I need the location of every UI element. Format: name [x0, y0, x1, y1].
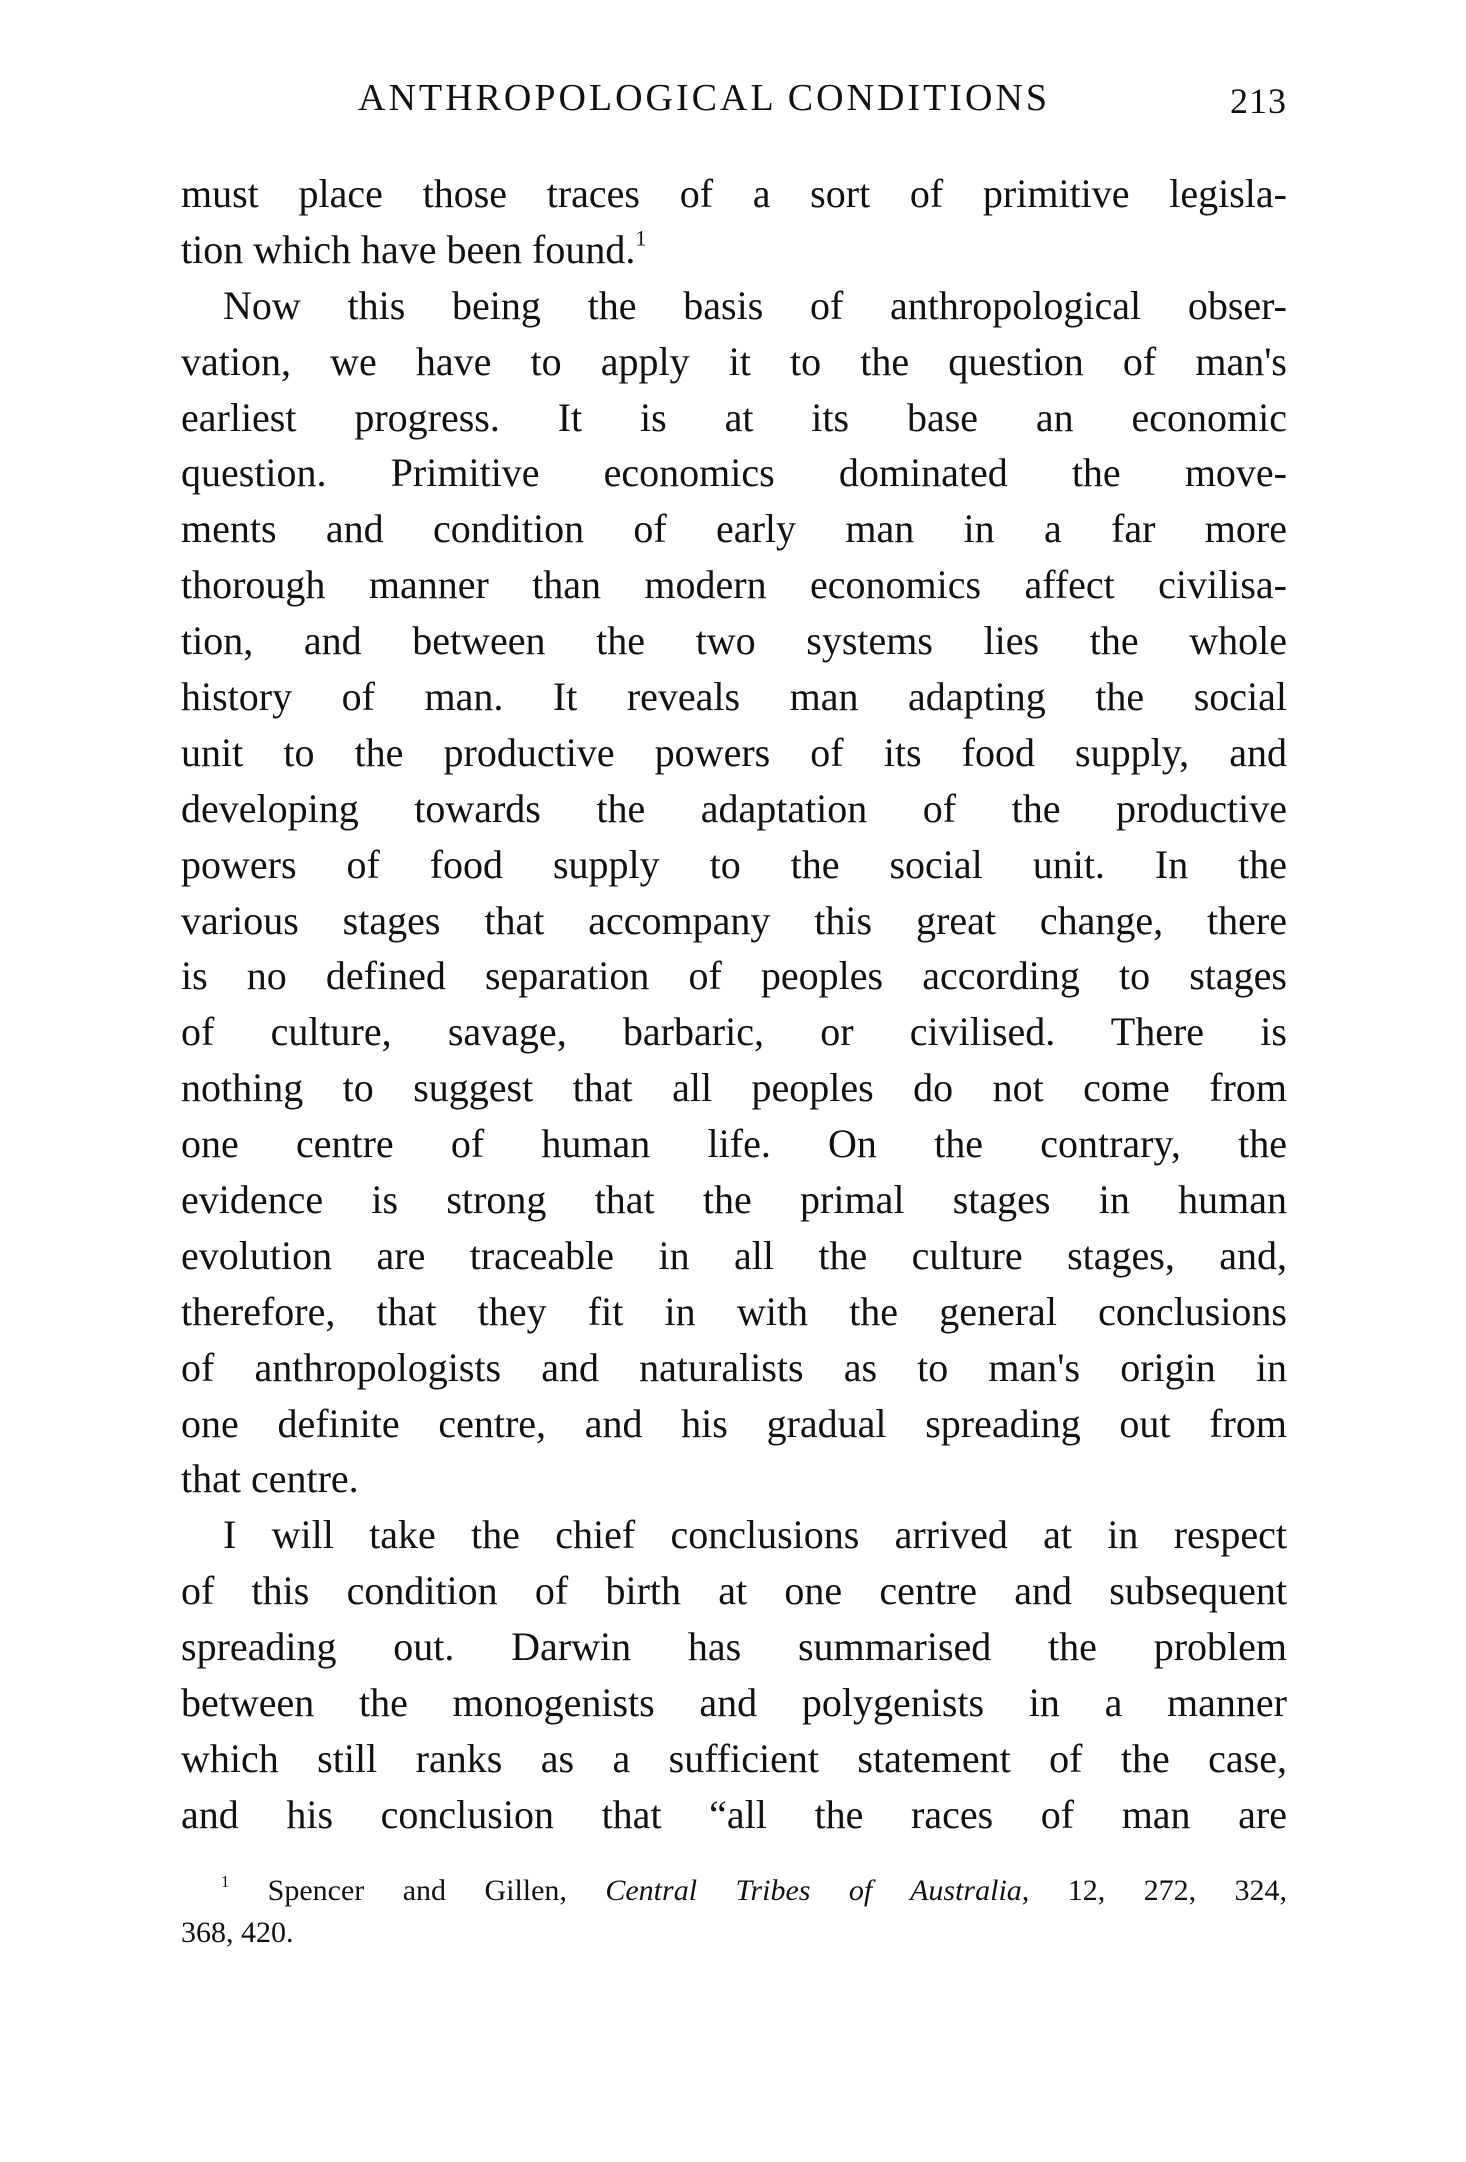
text-line [181, 445, 1287, 501]
text-line [181, 557, 1287, 613]
text-line-content: various stages that accompany this great change, there [181, 897, 1287, 943]
text-line-content: between the monogenists and polygenists in a manner [181, 1680, 1287, 1726]
text-line [181, 1004, 1287, 1060]
text-line-content: history of man. It reveals man adapting the social [181, 674, 1287, 720]
text-line-content: evolution are traceable in all the culture stages, and, [181, 1232, 1287, 1278]
text-line [181, 501, 1287, 557]
text-line [181, 334, 1287, 390]
text-line-content: of anthropologists and naturalists as to man's origin in [181, 1344, 1287, 1390]
text-line-content: nothing to suggest that all peoples do not come from [181, 1065, 1287, 1111]
text-line [181, 1228, 1287, 1284]
text-line [181, 1451, 1287, 1507]
footnote-pages: 12, 272, 324, [1067, 1874, 1288, 1907]
text-line [181, 725, 1287, 781]
text-line-content: and his conclusion that “all the races of man are [181, 1791, 1287, 1837]
text-line-content: one centre of human life. On the contrary, the [181, 1121, 1287, 1167]
text-line [181, 278, 1287, 334]
text-line [181, 1675, 1287, 1731]
text-line [181, 1172, 1287, 1228]
text-line [181, 893, 1287, 949]
text-line-content: tion, and between the two systems lies the whole [181, 618, 1287, 664]
text-line-content: which still ranks as a sufficient statement of the case, [181, 1735, 1287, 1781]
text-line-content: therefore, that they fit in with the general conclusions [181, 1288, 1287, 1334]
text-line-content: vation, we have to apply it to the question of man's [181, 338, 1287, 384]
text-line-content: must place those traces of a sort of primitive legisla- [181, 171, 1287, 216]
text-line [181, 1787, 1287, 1843]
footnote-marker: 1 [221, 1871, 230, 1891]
text-line [181, 222, 1287, 278]
text-line [181, 669, 1287, 725]
text-line [181, 166, 1287, 222]
text-line [181, 1116, 1287, 1172]
body-text [181, 166, 1287, 1843]
text-line-content: spreading out. Darwin has summarised the problem [181, 1624, 1287, 1670]
text-line [181, 1284, 1287, 1340]
text-line-content: Now this being the basis of anthropological obser- [223, 282, 1287, 328]
footnote-reference: 1 [635, 225, 647, 251]
page-number: 213 [1230, 81, 1287, 121]
text-line-content: earliest progress. It is at its base an economic [181, 394, 1287, 440]
text-line [181, 1619, 1287, 1675]
text-line-content: is no defined separation of peoples according to stages [181, 953, 1287, 999]
text-line [181, 948, 1287, 1004]
text-line [181, 1731, 1287, 1787]
text-line-content: evidence is strong that the primal stages in human [181, 1177, 1287, 1223]
text-line-content: question. Primitive economics dominated the move- [181, 450, 1287, 496]
text-line [181, 837, 1287, 893]
running-head-title: ANTHROPOLOGICAL CONDITIONS [358, 77, 1050, 119]
text-line [181, 1396, 1287, 1452]
text-line [181, 390, 1287, 446]
text-line [181, 613, 1287, 669]
footnote-line-1 [181, 1870, 1287, 1912]
text-line-content: developing towards the adaptation of the productive [181, 785, 1287, 831]
text-line-content: ments and condition of early man in a far more [181, 506, 1287, 552]
footnote-line-2: 368, 420. [181, 1916, 294, 1949]
text-line-content: of this condition of birth at one centre and subsequent [181, 1568, 1287, 1614]
text-line-content: thorough manner than modern economics affect civilisa- [181, 562, 1287, 608]
text-line [181, 1340, 1287, 1396]
text-line-content: one definite centre, and his gradual spreading out from [181, 1400, 1287, 1446]
text-line-content: that centre. [181, 1456, 359, 1502]
text-line [181, 1060, 1287, 1116]
text-line-content: powers of food supply to the social unit. In the [181, 841, 1287, 887]
text-line [181, 1507, 1287, 1563]
text-line-content: I will take the chief conclusions arrived at in respect [223, 1512, 1287, 1558]
footnote [181, 1870, 1287, 1954]
text-line-content: unit to the productive powers of its food supply, and [181, 729, 1287, 775]
footnote-authors: Spencer and Gillen, [267, 1874, 567, 1907]
text-line [181, 781, 1287, 837]
text-line [181, 1563, 1287, 1619]
text-line-content: of culture, savage, barbaric, or civilised. There is [181, 1009, 1287, 1055]
text-line-content: tion which have been found. [181, 226, 636, 272]
footnote-book-title: Central Tribes of Australia, [605, 1874, 1030, 1907]
